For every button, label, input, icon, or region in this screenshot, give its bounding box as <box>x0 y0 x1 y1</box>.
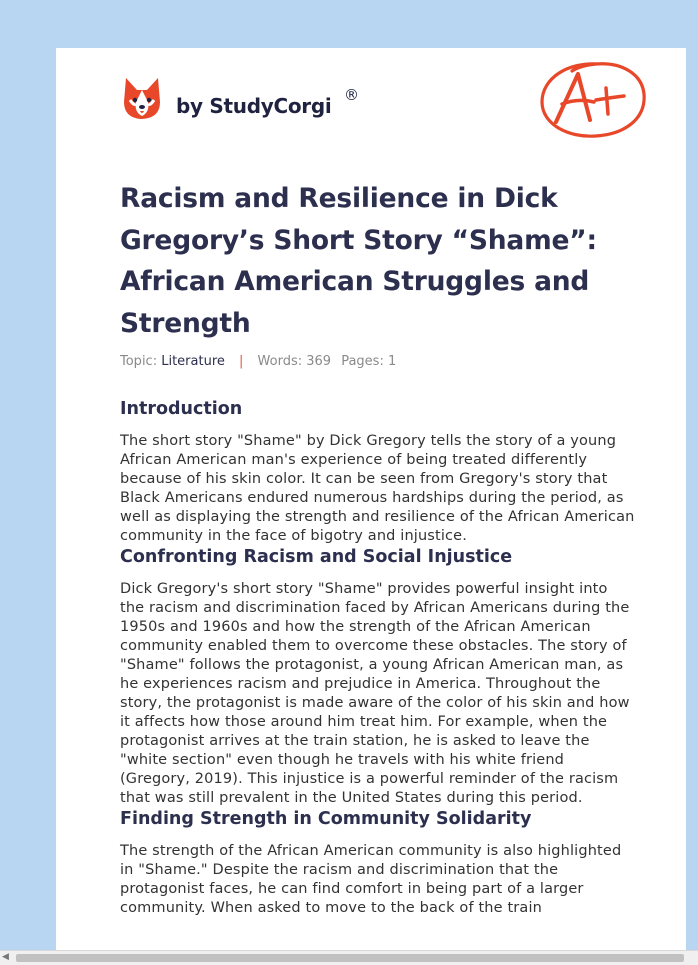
scrollbar-thumb[interactable] <box>16 954 684 962</box>
corgi-logo-icon <box>122 76 162 120</box>
document-title: Racism and Resilience in Dick Gregory’s Short Story “Shame”: African American Struggles and Strength <box>120 183 597 340</box>
document-page <box>56 48 686 950</box>
registered-mark: ® <box>344 86 359 104</box>
scroll-left-arrow-icon[interactable]: ◀ <box>2 952 9 962</box>
section-paragraph-community-solidarity: The strength of the African American community is also highlighted in "Shame." Despite the racism and discrimination that the protagonist faces, he can find comfort in being part of a larger community. When asked to move to the back of the train <box>120 843 622 916</box>
section-heading-community-solidarity: Finding Strength in Community Solidarity <box>120 809 532 829</box>
brand-name: by StudyCorgi <box>176 94 332 118</box>
topic-label: Topic: <box>120 354 158 369</box>
section-paragraph-introduction: The short story "Shame" by Dick Gregory tells the story of a young African American man's experience of being treated differently because of his skin color. It can be seen from Gregory's story that Black Americans endured numerous hardships during the period, as well as displaying the strength and resilience of the African American community in the face of bigotry and injustice. <box>120 433 635 544</box>
horizontal-scrollbar[interactable] <box>0 950 698 965</box>
word-count: Words: 369 <box>257 354 332 369</box>
page-count: Pages: 1 <box>341 354 397 369</box>
grade-a-plus-icon <box>538 58 648 140</box>
document-meta <box>120 354 396 369</box>
document-body <box>120 398 635 918</box>
section-heading-confronting-racism: Confronting Racism and Social Injustice <box>120 547 513 567</box>
meta-separator: | <box>239 354 244 369</box>
topic-link[interactable]: Literature <box>161 354 225 369</box>
section-heading-introduction: Introduction <box>120 399 243 419</box>
section-paragraph-confronting-racism: Dick Gregory's short story "Shame" provides powerful insight into the racism and discrimination faced by African Americans during the 1950s and 1960s and how the strength of the African American community enabled them to overcome these obstacles. The story of "Shame" follows the protagonist, a young African American man, as he experiences racism and prejudice in America. Throughout the story, the protagonist is made aware of the color of his skin and how it affects how those around him treat him. For example, when the protagonist arrives at the train station, he is asked to leave the "white section" even though he travels with his white friend (Gregory, 2019). This injustice is a powerful reminder of the racism that was still prevalent in the United States during this period. <box>120 581 630 806</box>
